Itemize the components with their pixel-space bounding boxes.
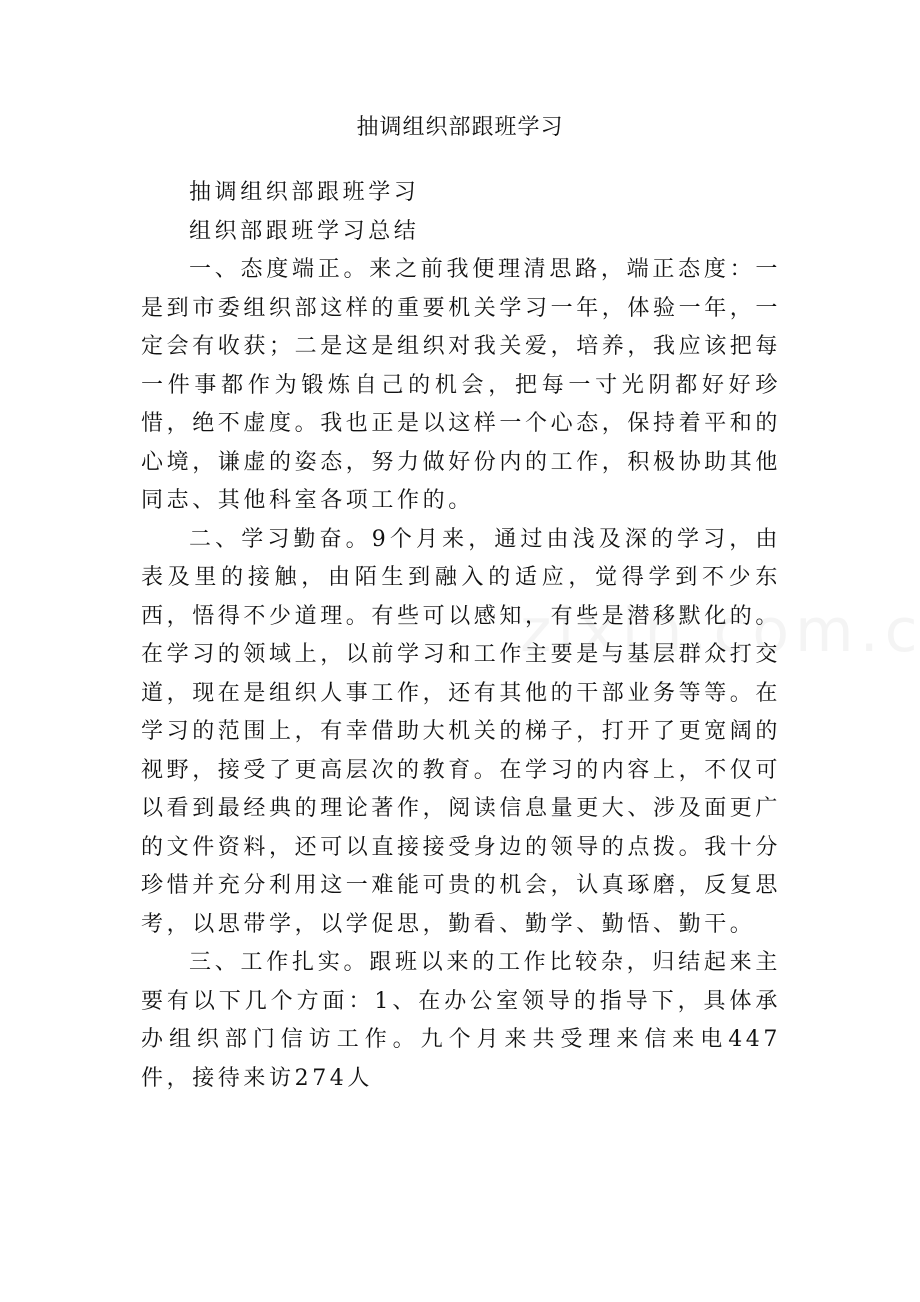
document-body <box>141 174 781 1098</box>
paragraph-attitude: 一、态度端正。来之前我便理清思路，端正态度：一是到市委组织部这样的重要机关学习一年，体验一年，一定会有收获；二是这是组织对我关爱，培养，我应该把每一件事都作为锻炼自己的机会，把每一寸光阴都好好珍惜，绝不虚度。我也正是以这样一个心态，保持着平和的心境，谦虚的姿态，努力做好份内的工作，积极协助其他同志、其他科室各项工作的。 <box>141 257 782 513</box>
paragraph-subtitle: 抽调组织部跟班学习 <box>189 180 420 205</box>
paragraph-study: 二、学习勤奋。9个月来，通过由浅及深的学习，由表及里的接触，由陌生到融入的适应，觉得学到不少东西，悟得不少道理。有些可以感知，有些是潜移默化的。在学习的领域上，以前学习和工作主要是与基层群众打交道，现在是组织人事工作，还有其他的干部业务等等。在学习的范围上，有幸借助大机关的梯子，打开了更宽阔的视野，接受了更高层次的教育。在学习的内容上，不仅可以看到最经典的理论著作，阅读信息量更大、涉及面更广的文件资料，还可以直接接受身边的领导的点拨。我十分珍惜并充分利用这一难能可贵的机会，认真琢磨，反复思考，以思带学，以学促思，勤看、勤学、勤悟、勤干。 <box>141 526 782 937</box>
paragraph-work: 三、工作扎实。跟班以来的工作比较杂，归结起来主要有以下几个方面：1、在办公室领导的指导下，具体承办组织部门信访工作。九个月来共受理来信来电447件，接待来访274人 <box>141 950 781 1091</box>
paragraph-summary-heading: 组织部跟班学习总结 <box>189 218 420 244</box>
document-title: 抽调组织部跟班学习 <box>356 115 564 140</box>
